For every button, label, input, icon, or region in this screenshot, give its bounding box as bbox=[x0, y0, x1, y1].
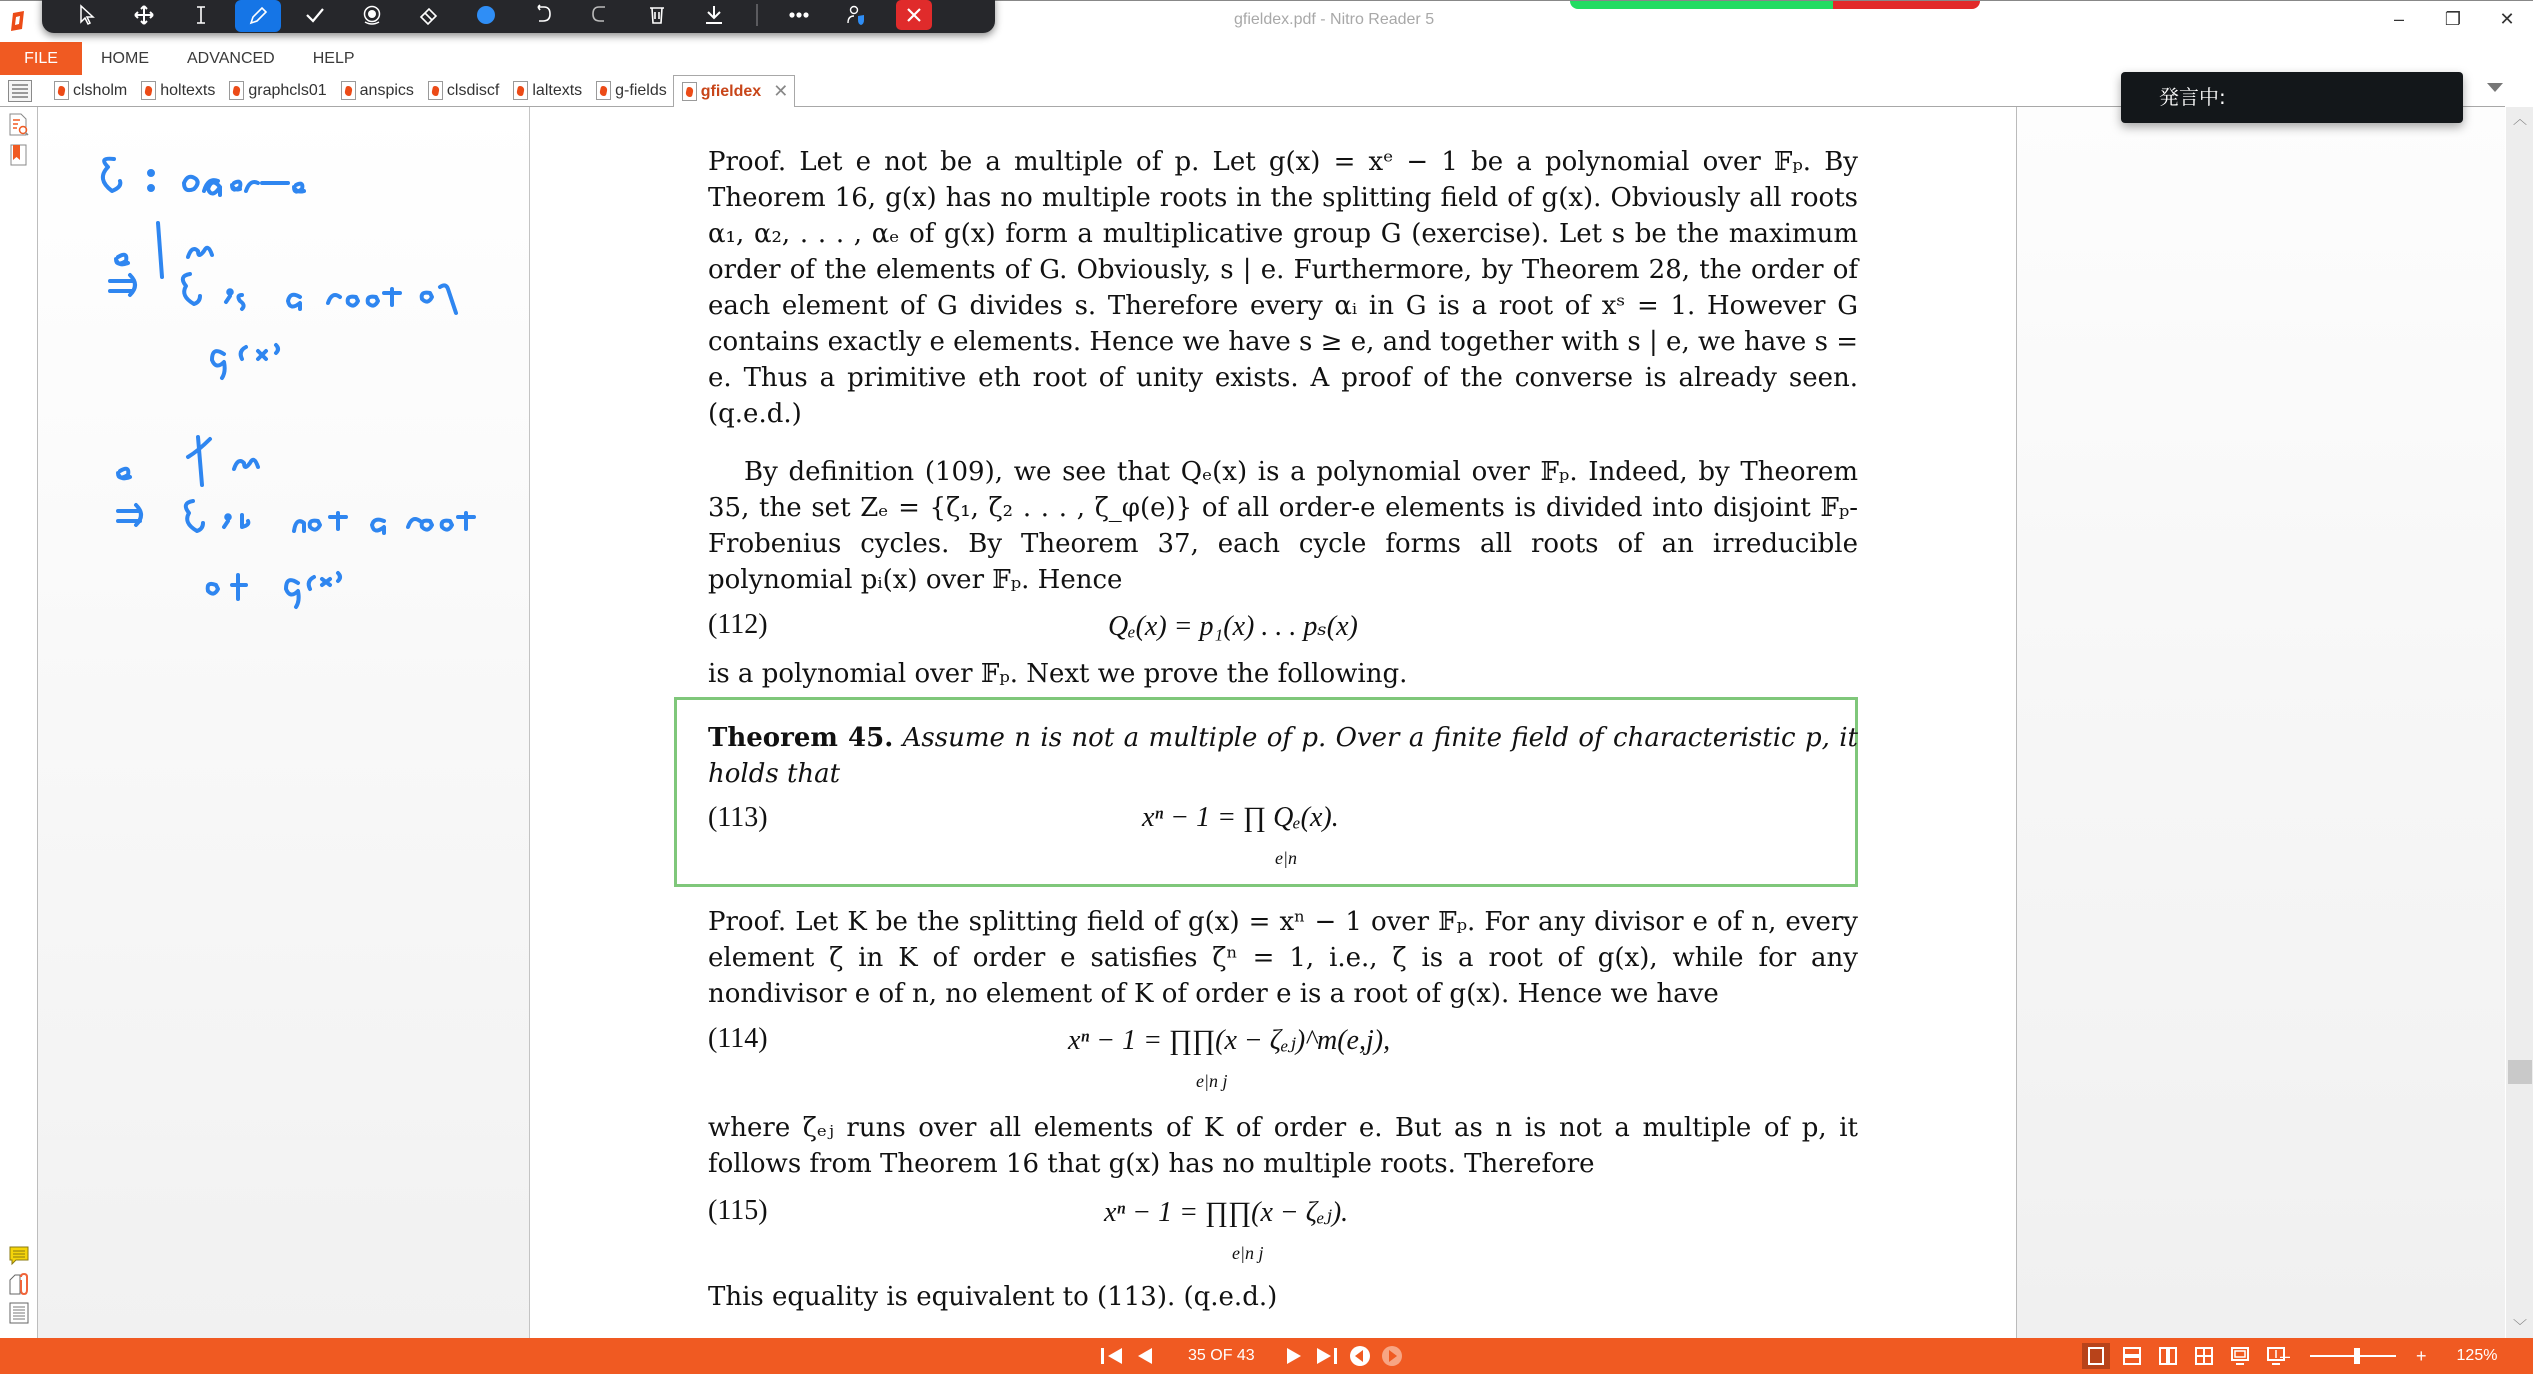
previous-page-icon bbox=[1136, 1346, 1156, 1366]
pan-tool-button[interactable] bbox=[121, 0, 167, 30]
proof-paragraph-2: Proof. Let K be the splitting field of g(x) = xⁿ − 1 over 𝔽ₚ. For any divisor e of n, every element ζ in K of order e satisfies ζⁿ = 1, i.e., ζ is a root of g(x), while for any nondivisor e of n, no element of K of order e is a root of g(x). Hence we have bbox=[708, 907, 1858, 1009]
theorem-45-statement bbox=[708, 720, 1858, 792]
back-circle-icon bbox=[1349, 1345, 1371, 1367]
delete-button[interactable] bbox=[634, 0, 680, 30]
attachments-icon[interactable] bbox=[8, 1272, 30, 1296]
user-button[interactable] bbox=[833, 0, 879, 30]
handwritten-notes-panel[interactable] bbox=[38, 107, 530, 1338]
trash-icon bbox=[646, 4, 668, 26]
eraser-tool-button[interactable] bbox=[406, 0, 452, 30]
equation-112 bbox=[708, 609, 1858, 653]
facing-view-button[interactable] bbox=[2154, 1343, 2182, 1369]
previous-view-button[interactable] bbox=[1349, 1345, 1371, 1367]
annotation-toolbar bbox=[42, 0, 995, 33]
minimize-button[interactable]: – bbox=[2393, 9, 2404, 29]
facing-pages-icon bbox=[2158, 1346, 2178, 1366]
speaking-indicator-popup: 発言中: bbox=[2121, 72, 2463, 123]
color-picker-button[interactable] bbox=[463, 0, 509, 30]
equation-body: xⁿ − 1 = ∏ Qₑ(x). bbox=[1142, 802, 1339, 833]
window-title: gfieldex.pdf - Nitro Reader 5 bbox=[1234, 11, 1435, 28]
forward-circle-icon bbox=[1381, 1345, 1403, 1367]
tab-clsholm[interactable]: clsholm bbox=[46, 75, 133, 106]
next-page-icon bbox=[1283, 1346, 1303, 1366]
monitor-icon bbox=[2230, 1346, 2250, 1366]
scrollbar-thumb[interactable] bbox=[2508, 1060, 2532, 1084]
left-panel-strip bbox=[0, 107, 38, 1338]
equation-number: (113) bbox=[708, 802, 768, 833]
view-mode-buttons bbox=[2082, 1343, 2290, 1369]
pdf-file-icon bbox=[513, 81, 528, 100]
eraser-icon bbox=[418, 4, 440, 26]
pdf-file-icon bbox=[229, 81, 244, 100]
page-navigation bbox=[1100, 1338, 1413, 1374]
tab-anspics[interactable]: anspics bbox=[333, 75, 420, 106]
text-tool-button[interactable] bbox=[178, 0, 224, 30]
paragraph-after-112: is a polynomial over 𝔽ₚ. Next we prove the following. bbox=[708, 659, 1408, 689]
pen-icon bbox=[247, 5, 269, 27]
pen-tool-button[interactable] bbox=[235, 0, 281, 32]
move-icon bbox=[133, 4, 155, 26]
grid-pages-icon bbox=[2194, 1346, 2214, 1366]
zoom-out-button[interactable]: – bbox=[2280, 1345, 2291, 1366]
paragraph-2: By definition (109), we see that Qₑ(x) is a polynomial over 𝔽ₚ. Indeed, by Theorem 35, the set Zₑ = {ζ₁, ζ₂ . . . , ζ_φ(e)} of all order-e elements is divided into disjoint 𝔽ₚ-Frobenius cycles. By Theorem 37, each cycle forms all roots of an irreducible polynomial pᵢ(x) over 𝔽ₚ. Hence bbox=[708, 457, 1858, 595]
single-page-icon bbox=[2087, 1346, 2105, 1366]
pdf-page[interactable] bbox=[530, 107, 2017, 1338]
tab-graphcls01[interactable]: graphcls01 bbox=[221, 75, 332, 106]
theorem-heading: Theorem 45. bbox=[708, 723, 894, 753]
ink-annotations bbox=[38, 107, 530, 1338]
bookmark-icon[interactable] bbox=[8, 143, 30, 167]
page-indicator[interactable]: 35 OF 43 bbox=[1188, 1347, 1255, 1364]
equation-subscript: e|n bbox=[1275, 848, 1297, 868]
single-page-view-button[interactable] bbox=[2082, 1343, 2110, 1369]
next-view-button[interactable] bbox=[1381, 1345, 1403, 1367]
closing-paragraph: This equality is equivalent to (113). (q.e.d.) bbox=[708, 1282, 1278, 1312]
tab-overflow-button[interactable] bbox=[2487, 83, 2503, 92]
redo-icon bbox=[589, 4, 611, 26]
equation-subscript: e|n j bbox=[1196, 1071, 1228, 1091]
tab-clsdiscf[interactable]: clsdiscf bbox=[420, 75, 505, 106]
equation-number: (115) bbox=[708, 1195, 768, 1226]
theorem-text: Assume n is not a multiple of p. Over a finite field of characteristic p, it holds that bbox=[708, 723, 1858, 789]
meeting-progress-strip bbox=[1570, 1, 1980, 9]
proof-paragraph-1: Proof. Let e not be a multiple of p. Let g(x) = xᵉ − 1 be a polynomial over 𝔽ₚ. By Theorem 16, g(x) has no multiple roots in the splitting field of g(x). Obviously all roots α₁, α₂, . . . , αₑ of g(x) form a multiplicative group G (exercise). Let s be the maximum order of the elements of G. Obviously, s | e. Furthermore, by Theorem 28, the order of each element of G divides s. Therefore every αᵢ in G is a root of xˢ = 1. However G contains exactly e elements. Hence we have s ≥ e, and together with s | e, we have s = e. Thus a primitive eth root of unity exists. A proof of the converse is already seen. (q.e.d.) bbox=[708, 147, 1858, 429]
color-dot-icon bbox=[475, 4, 497, 26]
undo-icon bbox=[532, 4, 554, 26]
equation-body: xⁿ − 1 = ∏∏(x − ζₑⱼ). bbox=[1104, 1197, 1349, 1228]
scroll-up-button[interactable]: ︿ bbox=[2513, 111, 2527, 127]
window-controls bbox=[2387, 7, 2519, 31]
tab-laltexts[interactable]: laltexts bbox=[505, 75, 588, 106]
equation-body: Qₑ(x) = p₁(x) . . . pₛ(x) bbox=[1108, 611, 1358, 642]
toolbar-divider bbox=[756, 4, 758, 26]
download-icon bbox=[703, 4, 725, 26]
equation-114 bbox=[708, 1023, 1858, 1091]
target-icon bbox=[361, 4, 383, 26]
pdf-file-icon bbox=[428, 81, 443, 100]
presentation-view-button[interactable] bbox=[2226, 1343, 2254, 1369]
check-tool-button[interactable] bbox=[292, 0, 338, 30]
sidebar-toggle-button[interactable] bbox=[8, 80, 32, 102]
text-cursor-icon bbox=[190, 4, 212, 26]
pdf-file-icon bbox=[596, 81, 611, 100]
menu-home[interactable]: HOME bbox=[101, 50, 149, 67]
equation-115 bbox=[708, 1195, 1858, 1263]
last-page-button[interactable] bbox=[1313, 1346, 1339, 1366]
close-icon bbox=[903, 4, 925, 26]
menu-advanced[interactable]: ADVANCED bbox=[187, 50, 275, 67]
scroll-down-button[interactable]: ﹀ bbox=[2513, 1318, 2527, 1334]
paragraph-3: where ζₑⱼ runs over all elements of K of order e. But as n is not a multiple of p, it follows from Theorem 16 that g(x) has no multiple roots. Therefore bbox=[708, 1113, 1858, 1179]
tab-gfieldex[interactable]: gfieldex ✕ bbox=[673, 75, 796, 108]
continuous-view-button[interactable] bbox=[2118, 1343, 2146, 1369]
facing-continuous-view-button[interactable] bbox=[2190, 1343, 2218, 1369]
zoom-slider[interactable] bbox=[2310, 1355, 2396, 1357]
first-page-button[interactable] bbox=[1100, 1346, 1126, 1366]
page-search-icon[interactable] bbox=[8, 113, 30, 137]
menu-file[interactable]: FILE bbox=[0, 42, 82, 75]
equation-number: (114) bbox=[708, 1023, 768, 1054]
equation-subscript: e|n j bbox=[1232, 1243, 1264, 1263]
equation-113 bbox=[708, 802, 1858, 868]
undo-button[interactable] bbox=[520, 0, 566, 30]
status-bar bbox=[0, 1338, 2533, 1374]
page-list-icon[interactable] bbox=[8, 1301, 30, 1325]
zoom-slider-handle[interactable] bbox=[2354, 1348, 2360, 1364]
tab-g-fields[interactable]: g-fields bbox=[588, 75, 673, 106]
menu-help[interactable]: HELP bbox=[312, 50, 355, 67]
pdf-file-icon bbox=[341, 81, 356, 100]
nitro-logo-icon bbox=[10, 11, 26, 31]
equation-number: (112) bbox=[708, 609, 768, 640]
zoom-in-button[interactable]: + bbox=[2416, 1345, 2427, 1366]
zoom-level[interactable]: 125% bbox=[2456, 1347, 2498, 1364]
ribbon-menu bbox=[0, 42, 2533, 75]
pdf-file-icon bbox=[54, 81, 69, 100]
zoom-control bbox=[2280, 1338, 2497, 1374]
document-background bbox=[2017, 107, 2505, 1338]
last-page-icon bbox=[1313, 1346, 1339, 1366]
close-tab-button[interactable]: ✕ bbox=[773, 81, 789, 101]
comments-icon[interactable] bbox=[8, 1244, 30, 1268]
close-toolbar-button[interactable] bbox=[896, 0, 932, 30]
next-page-button[interactable] bbox=[1283, 1346, 1303, 1366]
previous-page-button[interactable] bbox=[1136, 1346, 1156, 1366]
more-button[interactable] bbox=[776, 0, 822, 30]
checkmark-icon bbox=[304, 4, 326, 26]
continuous-page-icon bbox=[2122, 1346, 2142, 1366]
first-page-icon bbox=[1100, 1346, 1126, 1366]
redo-button[interactable] bbox=[577, 0, 623, 30]
user-shield-icon bbox=[845, 4, 867, 26]
highlighter-tool-button[interactable] bbox=[349, 0, 395, 30]
close-window-button[interactable]: ✕ bbox=[2499, 9, 2515, 29]
maximize-button[interactable]: ❐ bbox=[2444, 9, 2462, 29]
vertical-scrollbar[interactable] bbox=[2505, 107, 2533, 1338]
select-tool-button[interactable] bbox=[64, 0, 110, 30]
more-icon bbox=[788, 4, 810, 26]
tab-holtexts[interactable]: holtexts bbox=[133, 75, 221, 106]
save-button[interactable] bbox=[691, 0, 737, 30]
pdf-file-icon bbox=[141, 81, 156, 100]
equation-body: xⁿ − 1 = ∏∏(x − ζₑⱼ)^m(e,j), bbox=[1068, 1025, 1391, 1056]
pointer-icon bbox=[76, 4, 98, 26]
pdf-file-icon bbox=[682, 82, 697, 101]
